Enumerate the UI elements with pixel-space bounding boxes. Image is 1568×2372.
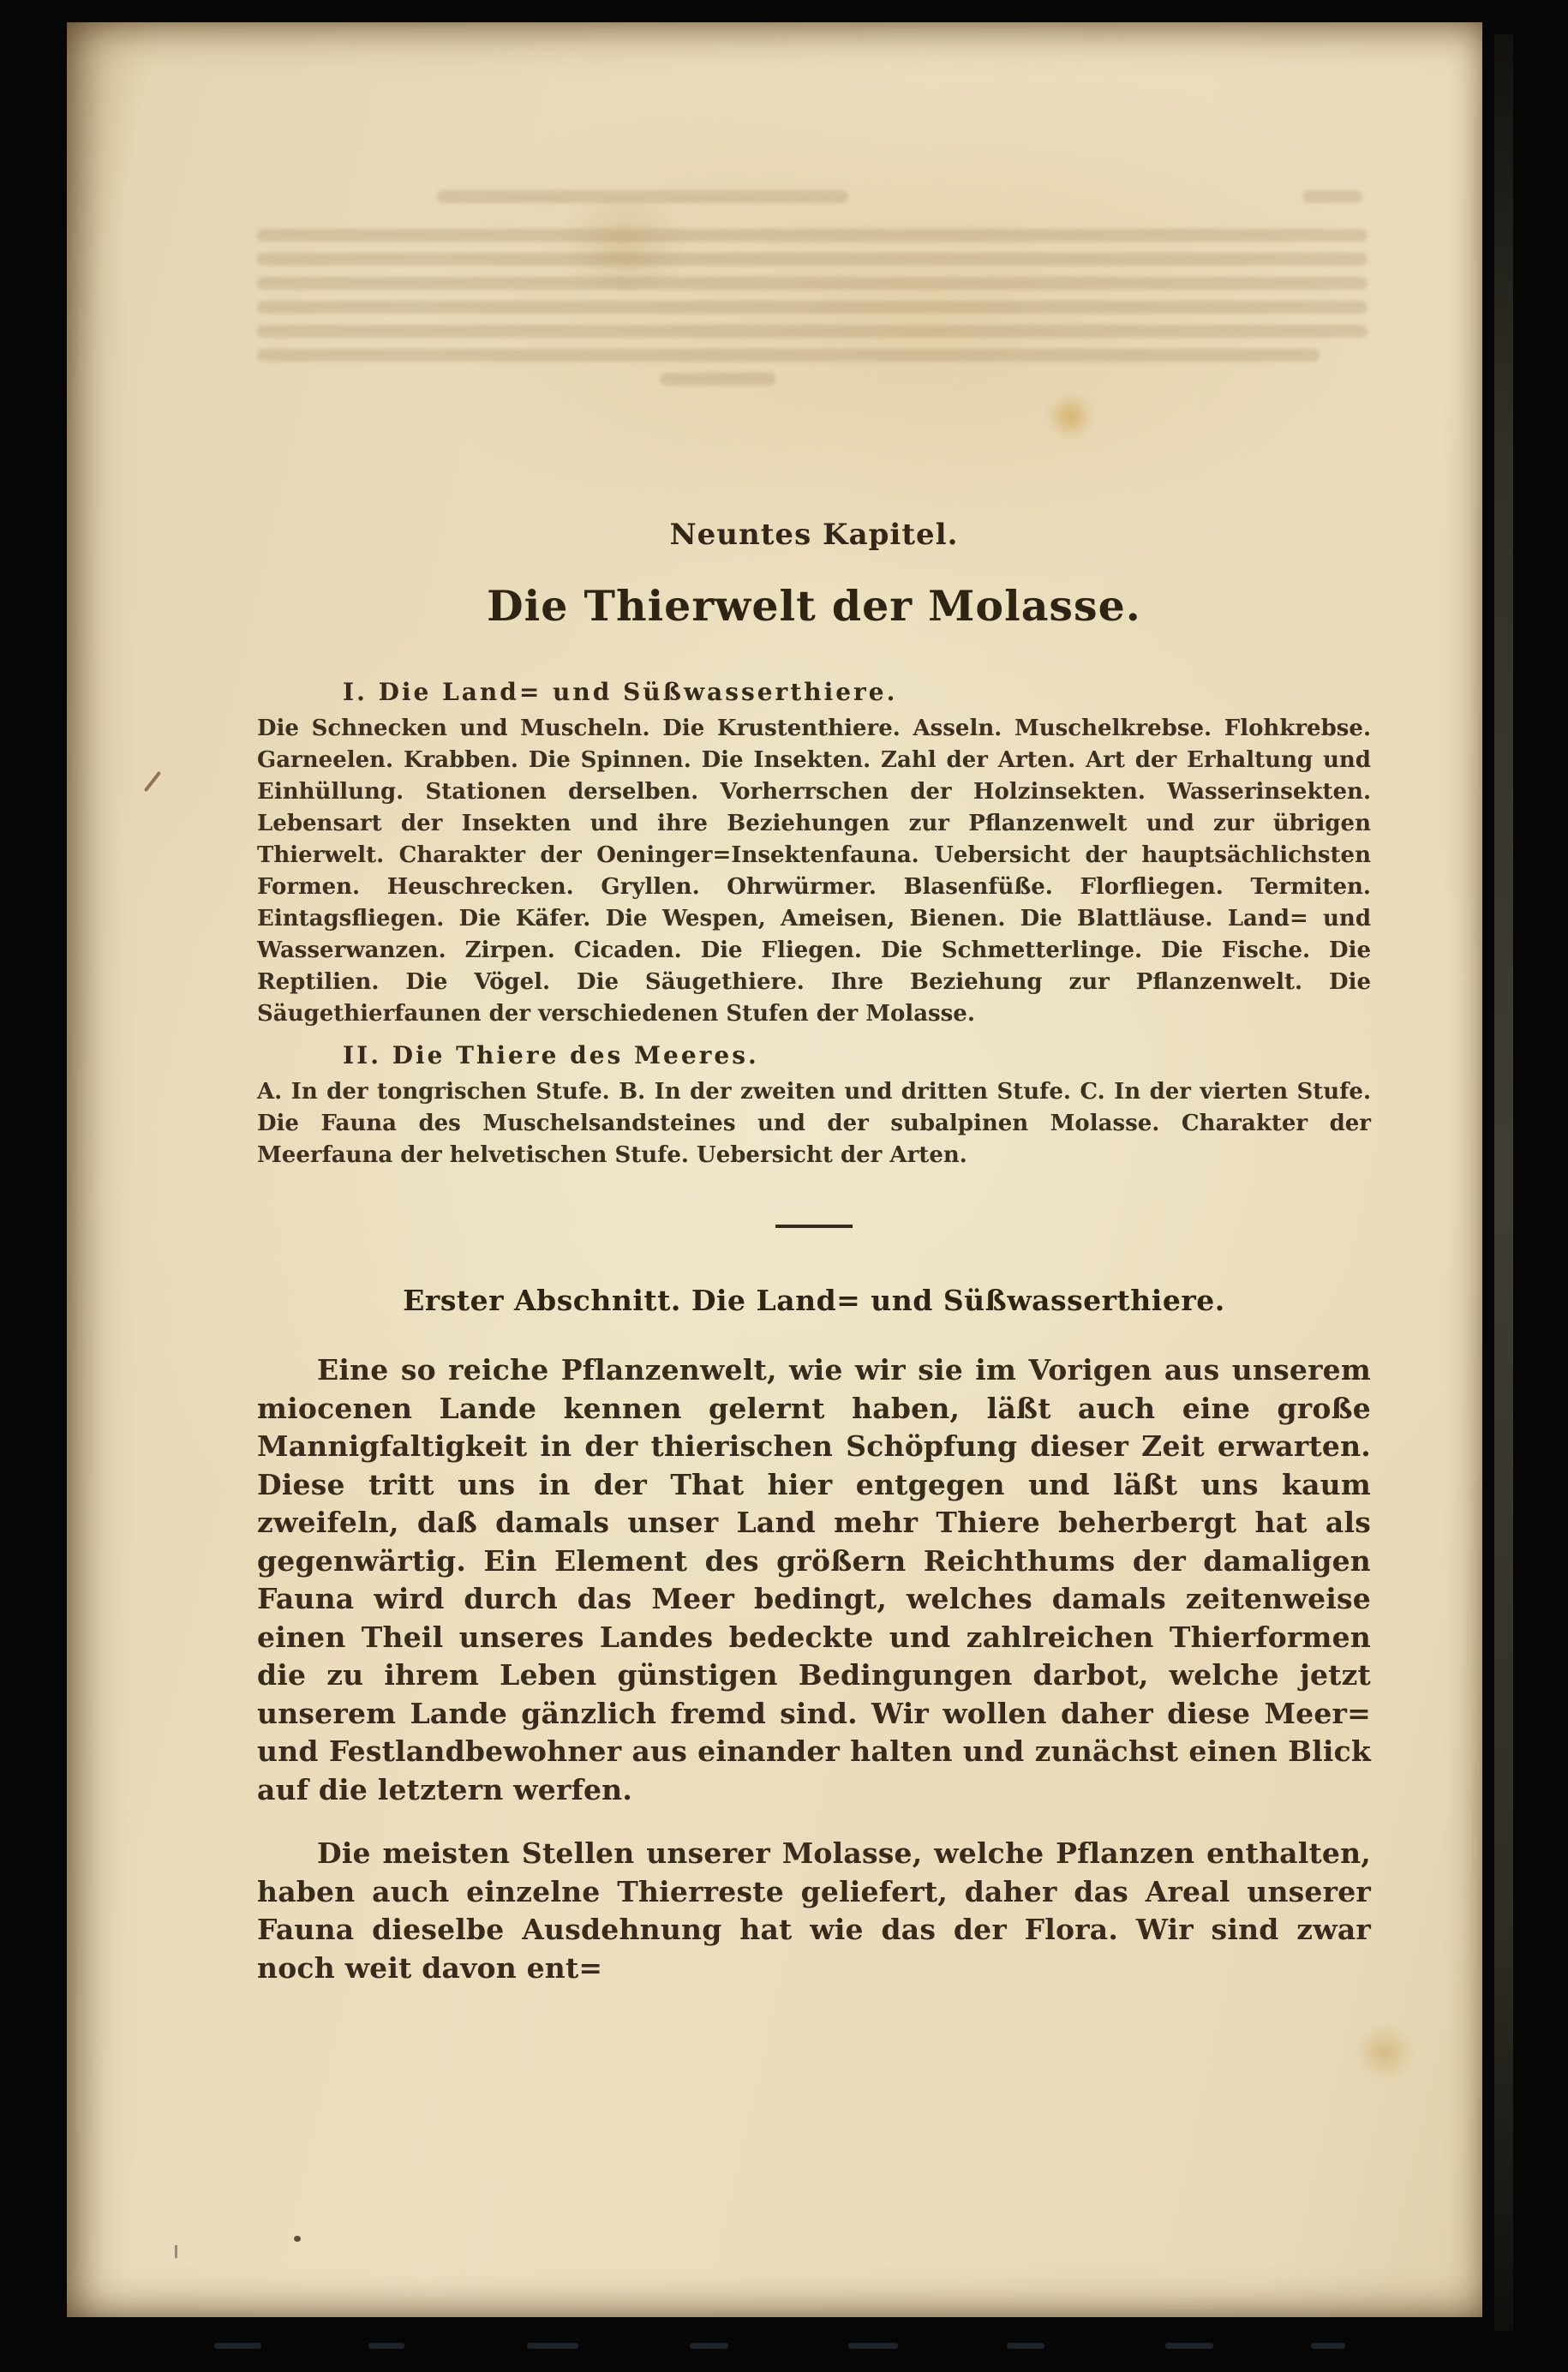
book-block-edge [1494, 34, 1513, 2331]
body-paragraph-2: Die meisten Stellen unserer Molasse, welche Pflanzen enthalten, haben auch einzelne Thierreste geliefert, daher das Areal unserer Fauna dieselbe Ausdehnung hat wie das der Flora. Wir sind zwar noch weit davon ent= [257, 1836, 1371, 1985]
handwritten-mark [175, 2245, 177, 2258]
body-paragraph-1: Eine so reiche Pflanzenwelt, wie wir sie im Vorigen aus unserem miocenen Lande kennen gelernt haben, läßt auch eine große Mannigfaltigkeit in der thierischen Schöpfung dieser Zeit erwarten. Diese tritt uns in der That hier entgegen und läßt uns kaum zweifeln, daß damals unser Land mehr Thiere beherbergt hat als gegenwärtig. Ein Element des größern Reichthums der damaligen Fauna wird durch das Meer bedingt, welches damals zeitenweise einen Theil unseres Landes bedeckte und zahlreichen Thierformen die zu ihrem Leben günstigen Bedingungen darbot, welche jetzt unserem Lande gänzlich fremd sind. Wir wollen daher diese Meer= und Festlandbewohner aus einander halten und zunächst einen Blick auf die letztern werfen. [257, 1353, 1371, 1806]
handwritten-mark [144, 771, 161, 793]
chapter-kicker: Neuntes Kapitel. [669, 518, 959, 552]
bleedthrough-page-number [1302, 190, 1362, 203]
bleedthrough-line [660, 373, 775, 386]
foxing-stain [1354, 2026, 1415, 2079]
ink-speck [294, 2236, 301, 2242]
bleedthrough-line [257, 277, 1368, 290]
toc-section-1-text: Die Schnecken und Muscheln. Die Krustenthiere. Asseln. Muschelkrebse. Flohkrebse. Garneelen. Krabben. Die Spinnen. Die Insekten. Zahl der Arten. Art der Erhaltung und Einhüllung. Stationen derselben. Vorherrschen der Holzinsekten. Wasserinsekten. Lebensart der Insekten und ihre Beziehungen zur Pflanzenwelt und zur übrigen Thierwelt. Charakter der Oeninger=Insektenfauna. Uebersicht der hauptsächlichsten Formen. Heuschrecken. Gryllen. Ohrwürmer. Blasenfüße. Florfliegen. Termiten. Eintagsfliegen. Die Käfer. Die Wespen, Ameisen, Bienen. Die Blattläuse. Land= und Wasserwanzen. Zirpen. Cicaden. Die Fliegen. Die Schmetterlinge. Die Fische. Die Reptilien. Die Vögel. Die Säugethiere. Ihre Beziehung zur Pflanzenwelt. Die Säugethierfaunen der verschiedenen Stufen der Molasse. [257, 716, 1371, 1027]
toc-section-2-text: A. In der tongrischen Stufe. B. In der zweiten und dritten Stufe. C. In der vierten Stufe. Die Fauna des Muschelsandsteines und der subalpinen Molasse. Charakter der Meerfauna der helvetischen Stufe. Uebersicht der Arten. [257, 1079, 1371, 1168]
text-column [257, 518, 1371, 1987]
foxing-stain [1045, 396, 1095, 437]
bleedthrough-text [257, 190, 1371, 397]
book-page [67, 22, 1482, 2317]
bleedthrough-line [257, 325, 1368, 338]
chapter-title: Die Thierwelt der Molasse. [487, 581, 1141, 631]
bleedthrough-line [257, 301, 1368, 314]
bleedthrough-line [257, 229, 1368, 242]
bleedthrough-line [257, 253, 1368, 266]
separator-rule [775, 1225, 853, 1228]
toc-section-1-heading: I. Die Land= und Süßwasserthiere. [343, 678, 898, 706]
foxing-stain [547, 202, 701, 288]
bleedthrough-line [257, 349, 1320, 362]
section-heading: Erster Abschnitt. Die Land= und Süßwasserthiere. [403, 1284, 1225, 1317]
bleedthrough-running-head [437, 190, 848, 203]
toc-section-2-heading: II. Die Thiere des Meeres. [343, 1041, 759, 1069]
scanner-edge-marks [0, 2343, 1568, 2351]
